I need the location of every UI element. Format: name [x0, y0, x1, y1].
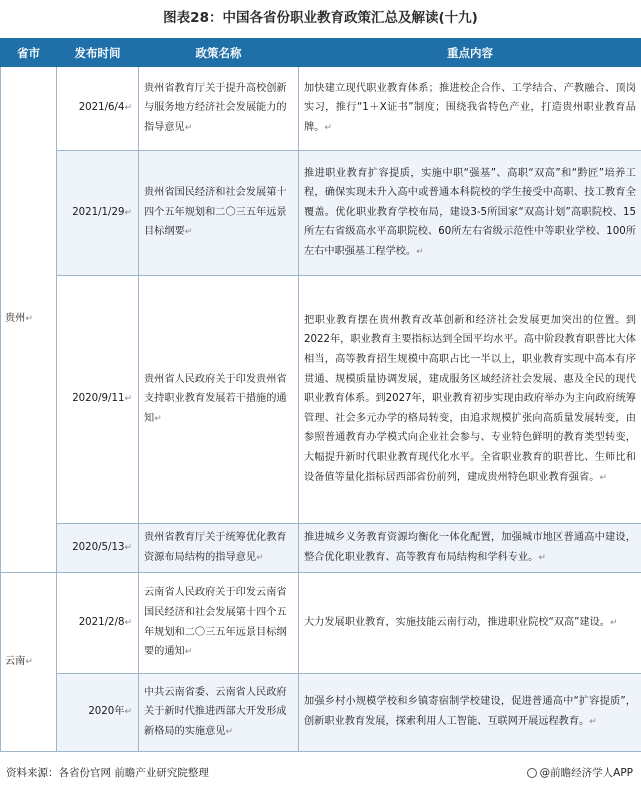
- header-content: 重点内容: [299, 39, 641, 67]
- table-row: [1, 524, 641, 573]
- table-row: [1, 573, 641, 674]
- content-cell: 推进职业教育扩容提质，实施中职“强基”、高职“双高”和“黔匠”培养工程，确保实现未升入高中或普通本科院校的学生接受中高职、技工教育全覆盖。优化职业教育学校布局，建设3-5所国家“双高计划”高职院校、15所左右省级高水平高职院校、60所左右省级示范性中等职业学校、100所左右中职强基工程学校。↵: [299, 151, 641, 276]
- date-cell: 2021/6/4↵: [57, 67, 139, 151]
- content-cell: 加快建立现代职业教育体系；推进校企合作、工学结合、产教融合、顶岗实习，推行“1＋X证书”制度；围绕我省特色产业，打造贵州职业教育品牌。↵: [299, 67, 641, 151]
- policy-cell: 贵州省教育厅关于统筹优化教育资源布局结构的指导意见↵: [139, 524, 299, 573]
- brand-logo-icon: [527, 768, 537, 778]
- table-row: [1, 276, 641, 524]
- date-cell: 2020/5/13↵: [57, 524, 139, 573]
- table-header-row: [1, 39, 641, 67]
- chart-title: 图表28：中国各省份职业教育政策汇总及解读(十九): [163, 10, 478, 26]
- header-date: 发布时间: [57, 39, 139, 67]
- date-cell: 2020年↵: [57, 674, 139, 752]
- date-cell: 2020/9/11↵: [57, 276, 139, 524]
- content-cell: 推进城乡义务教育资源均衡化一体化配置，加强城市地区普通高中建设，整合优化职业教育、高等教育布局结构和学科专业。↵: [299, 524, 641, 573]
- table-row: [1, 151, 641, 276]
- table-row: [1, 67, 641, 151]
- source-note: 资料来源：各省份官网 前瞻产业研究院整理: [6, 767, 209, 779]
- content-cell: 大力发展职业教育，实施技能云南行动，推进职业院校“双高”建设。↵: [299, 573, 641, 674]
- policy-cell: 贵州省人民政府关于印发贵州省支持职业教育发展若干措施的通知↵: [139, 276, 299, 524]
- content-cell: 加强乡村小规模学校和乡镇寄宿制学校建设，促进普通高中“扩容提质”，创新职业教育发展，探索利用人工智能、互联网开展远程教育。↵: [299, 674, 641, 752]
- header-province: 省市: [1, 39, 57, 67]
- province-cell-guizhou: 贵州↵: [1, 67, 57, 573]
- content-cell: 把职业教育摆在贵州教育改革创新和经济社会发展更加突出的位置。到2022年，职业教育主要指标达到全国平均水平。高中阶段教育职普比大体相当，高等教育招生规模中高职占比一半以上，职业教育实现中高本有序贯通、规模质量协调发展，建成服务区域经济社会发展、惠及全民的现代职业教育体系。到2027年，职业教育初步实现由政府举办为主向政府统筹管理、社会多元办学的格局转变，由追求规模扩张向高质量发展转变，由参照普通教育办学模式向企业社会参与、专业特色鲜明的教育类型转变，大幅提升新时代职业教育现代化水平。全省职业教育的职普比、生师比和设备值等量化指标居西部省份前列，建成贵州特色职业教育强省。↵: [299, 276, 641, 524]
- policy-cell: 贵州省国民经济和社会发展第十四个五年规划和二〇三五年远景目标纲要↵: [139, 151, 299, 276]
- policy-cell: 云南省人民政府关于印发云南省国民经济和社会发展第十四个五年规划和二〇三五年远景目标纲要的通知↵: [139, 573, 299, 674]
- date-cell: 2021/2/8↵: [57, 573, 139, 674]
- brand-credit: @前瞻经济学人APP: [527, 765, 633, 780]
- policy-table: [0, 38, 641, 752]
- province-cell-yunnan: 云南↵: [1, 573, 57, 752]
- header-policy: 政策名称: [139, 39, 299, 67]
- policy-cell: 中共云南省委、云南省人民政府关于新时代推进西部大开发形成新格局的实施意见↵: [139, 674, 299, 752]
- date-cell: 2021/1/29↵: [57, 151, 139, 276]
- policy-cell: 贵州省教育厅关于提升高校创新与服务地方经济社会发展能力的指导意见↵: [139, 67, 299, 151]
- table-row: [1, 674, 641, 752]
